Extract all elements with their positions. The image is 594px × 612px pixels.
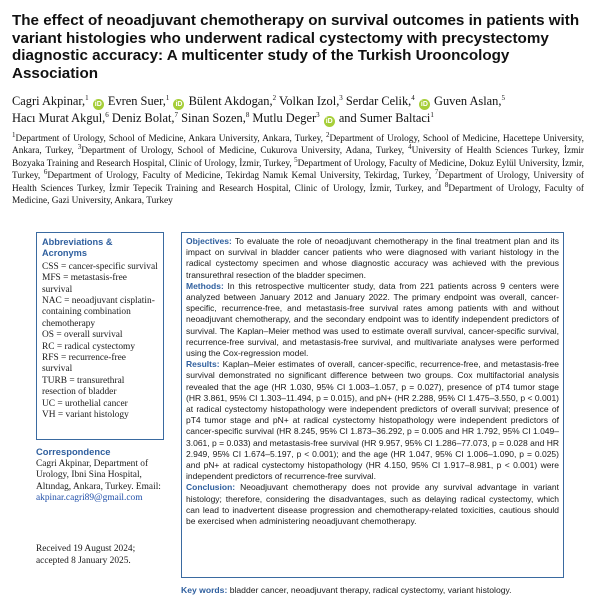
author-name: Bülent Akdogan, bbox=[188, 94, 273, 108]
results-text: Kaplan–Meier estimates of overall, cancer-specific, recurrence-free, and metastasis-free survival demonstrated no significant difference between two groups. Cox multifactorial analysis revealed that the age (HR 1.030, 95% CI 1.003–1.057, p = 0.027), presence of pT4 tumor stage (HR 3.861, 95% CI 1.303–11.494, p = 0.015), and pN+ (HR 2.288, 95% CI 1.475–3.550, p < 0.001) at radical cystectomy histopathology were independent predictors of overall survival; presence of pT4 tumor stage and pN+ at radical cystectomy histopathology were independent predictors of cancer-specific survival (HR 8.245, 95% CI 1.873–36.292, p = 0.005 and HR 1.792, 95% CI 1.049–3.061, p = 0.033) and metastasis-free survival (HR 9.957, 95% CI 1.286–77.073, p = 0.028 and HR 2.949, 95% CI 1.674–5.197, p < 0.001); and the age (HR 1.047, 95% CI 1.006–1.090, p = 0.025) and pN+ at radical cystectomy histopathology (HR 4.150, 95% CI 1.917–8.981, p < 0.001) were independent predictors of recurrence-free survival. bbox=[186, 359, 559, 482]
article-title: The effect of neoadjuvant chemotherapy on survival outcomes in patients with variant histologies who underwent radical cystectomy with precystectomy diagnostic accuracy: A multicenter study of the Turkish Urooncology Association bbox=[12, 12, 580, 82]
abbreviations-list bbox=[42, 262, 158, 422]
affiliation-number: 7 bbox=[434, 168, 439, 177]
abstract-box bbox=[181, 232, 564, 578]
affiliation-number: 4 bbox=[411, 93, 415, 102]
abstract-conclusion bbox=[186, 482, 559, 527]
keywords-text: bladder cancer, neoadjuvant therapy, radical cystectomy, variant histology. bbox=[227, 585, 512, 595]
affiliation-text: Department of Urology, Faculty of Medicine, Gazi University, Ankara, Turkey bbox=[12, 183, 584, 207]
abbreviations-title: Abbreviations & Acronyms bbox=[42, 237, 113, 259]
abbreviation-item: CSS = cancer-specific survival bbox=[42, 261, 158, 272]
affiliation-number: 8 bbox=[444, 180, 449, 189]
affiliation-number: 1 bbox=[165, 93, 170, 102]
correspondence-title: Correspondence bbox=[36, 446, 111, 457]
affiliation-text: Department of Urology, School of Medicine, Hacettepe University, Ankara, Turkey, bbox=[12, 134, 584, 157]
keywords-label: Key words: bbox=[181, 585, 228, 595]
affiliation-number: 6 bbox=[105, 110, 109, 119]
author-name: Evren Suer, bbox=[107, 94, 166, 108]
received-date: Received 19 August 2024; bbox=[36, 544, 136, 554]
objectives-label: Objectives: bbox=[186, 236, 232, 246]
affiliation-text: Department of Urology, Faculty of Medicine, Dokuz Eylül University, İzmir, Turkey, bbox=[12, 158, 584, 182]
author bbox=[12, 94, 105, 108]
abstract-objectives bbox=[186, 236, 559, 281]
abbreviation-item: MFS = metastasis-free survival bbox=[42, 273, 127, 295]
affiliation-number: 1 bbox=[12, 130, 16, 139]
conclusion-label: Conclusion: bbox=[186, 482, 236, 493]
received-dates bbox=[36, 544, 166, 567]
affiliation-number: 1 bbox=[430, 110, 434, 119]
affiliation-number: 3 bbox=[339, 93, 343, 102]
keywords bbox=[181, 585, 581, 596]
affiliation-text: Department of Urology, Faculty of Medicine, Tekirdag Namık Kemal University, Tekirdag, Turkey, bbox=[47, 171, 435, 182]
methods-text: In this retrospective multicenter study, data from 221 patients across 9 centers were analyzed between January 2012 and January 2022. The primary endpoint was overall, cancer-specific, recurrence-free, and metastasis-free survival rates among patients with and without neoadjuvant chemotherapy, and the secondary endpoint was to identify independent predictors of survival. The Kaplan–Meier method was used to estimate overall survival, cancer-specific survival, recurrence-free survival, and metastasis-free survival, and multivariate analyses were performed using the Cox-regression model. bbox=[186, 280, 559, 359]
author bbox=[434, 94, 505, 108]
affiliation-number: 6 bbox=[43, 168, 48, 177]
affiliation-text: Department of Urology, School of Medicine, Ankara University, Ankara, Turkey, bbox=[15, 134, 326, 144]
author bbox=[252, 111, 335, 125]
affiliation-text: University of Health Sciences Turkey, İzmir Bozyaka Training and Research Hospital, Clinic of Urology, İzmir, Turkey, bbox=[12, 146, 584, 169]
author-name: Sinan Sozen, bbox=[181, 111, 246, 125]
author-name: Volkan Izol, bbox=[278, 94, 340, 108]
abbreviation-item: UC = urothelial cancer bbox=[42, 398, 128, 409]
orcid-icon[interactable]: iD bbox=[175, 101, 183, 108]
affiliation-number: 2 bbox=[325, 130, 330, 139]
affiliation-number: 3 bbox=[316, 110, 320, 119]
author bbox=[112, 111, 178, 125]
author-name: Deniz Bolat, bbox=[111, 111, 175, 125]
author-name: Mutlu Deger bbox=[252, 111, 317, 125]
orcid-icon[interactable]: iD bbox=[420, 101, 428, 108]
abstract-results bbox=[186, 359, 559, 482]
author-name: Hacı Murat Akgul, bbox=[12, 111, 106, 125]
affiliation-number: 8 bbox=[245, 110, 250, 119]
conclusion-text: Neoadjuvant chemotherapy does not provide any survival advantage in variant histology; therefore, considering the disadvantages, such as delaying radical cystectomy, which can lead to inadvertent disease progression and chemotherapy-related toxicities, cautious should be exercised when administering neoadjuvant chemotherapy. bbox=[186, 482, 559, 527]
author bbox=[279, 94, 343, 108]
author-list bbox=[12, 93, 584, 127]
affiliation-number: 7 bbox=[174, 110, 178, 119]
affiliation-number: 1 bbox=[85, 93, 89, 102]
author bbox=[181, 111, 249, 125]
abbreviation-item: VH = variant histology bbox=[42, 410, 129, 421]
methods-label: Methods: bbox=[186, 280, 224, 291]
abbreviation-item: RC = radical cystectomy bbox=[42, 341, 136, 352]
abbreviation-item: OS = overall survival bbox=[42, 330, 123, 341]
author bbox=[339, 111, 434, 125]
abstract-methods bbox=[186, 281, 559, 359]
correspondence-block bbox=[36, 446, 166, 505]
affiliation-text: Department of Urology, School of Medicine, Cukurova University, Adana, Turkey, bbox=[81, 146, 409, 157]
accepted-date: accepted 8 January 2025. bbox=[36, 555, 131, 566]
email-link[interactable]: akpinar.cagri89@gmail.com bbox=[36, 493, 143, 504]
author-name: Serdar Celik, bbox=[345, 94, 412, 108]
affiliation-number: 5 bbox=[501, 93, 505, 102]
correspondence-address: Cagri Akpinar, Department of Urology, Ibni Sina Hospital, Altındag, Ankara, Turkey. bbox=[36, 458, 149, 492]
author-name: and Sumer Baltaci bbox=[338, 111, 431, 125]
orcid-icon[interactable]: iD bbox=[325, 118, 333, 125]
affiliation-number: 5 bbox=[294, 155, 298, 164]
abbreviation-item: RFS = recurrence-free survival bbox=[42, 353, 126, 375]
author bbox=[189, 94, 276, 108]
orcid-icon[interactable]: iD bbox=[94, 101, 102, 108]
abbreviations-box bbox=[36, 232, 164, 440]
affiliation-number: 4 bbox=[408, 143, 412, 152]
abbreviation-item: TURB = transurethral resection of bladder bbox=[42, 375, 125, 398]
email-label: Email: bbox=[135, 481, 161, 492]
affiliation-text: Department of Urology, University of Health Sciences Turkey, İzmir Tepecik Training and Research Hospital, Clinic of Urology, İzmir, Turkey, and bbox=[12, 171, 584, 194]
abbreviation-item: NAC = neoadjuvant cisplatin-containing combination chemotherapy bbox=[42, 296, 155, 329]
results-label: Results: bbox=[186, 359, 220, 370]
affiliation-number: 2 bbox=[272, 93, 277, 102]
author-name: Guven Aslan, bbox=[434, 94, 502, 108]
affiliation-number: 3 bbox=[77, 143, 82, 152]
objectives-text: To evaluate the role of neoadjuvant chemotherapy in the final treatment plan and its impact on survival in bladder cancer patients who were diagnosed with variant histology in the radical cystectomy specimen and whose diagnostic accuracy was achieved with the previous transurethral resection of the bladder specimen. bbox=[186, 236, 559, 280]
author bbox=[108, 94, 186, 108]
author bbox=[12, 111, 109, 125]
author bbox=[346, 94, 431, 108]
author-name: Cagri Akpinar, bbox=[12, 94, 86, 108]
affiliations bbox=[12, 130, 584, 207]
